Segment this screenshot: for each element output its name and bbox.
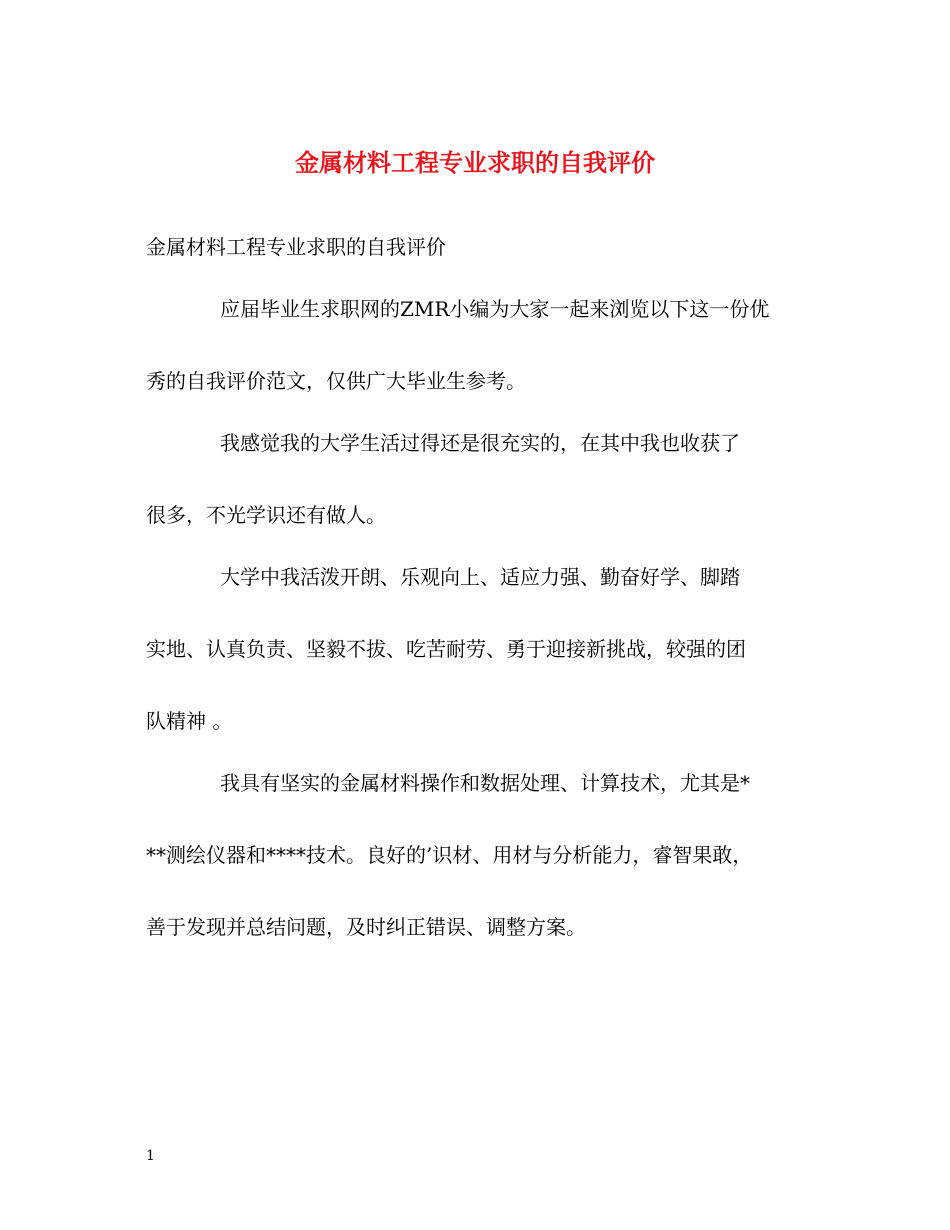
paragraph-3-line-1: 大学中我活泼开朗、乐观向上、适应力强、勤奋好学、脚踏 xyxy=(220,565,740,589)
paragraph-3-line-2: 实地、认真负责、坚毅不拔、吃苦耐劳、勇于迎接新挑战，较强的团 xyxy=(146,637,746,661)
paragraph-4-line-3: 善于发现并总结问题，及时纠正错误、调整方案。 xyxy=(146,915,586,939)
subtitle-line: 金属材料工程专业求职的自我评价 xyxy=(146,235,446,259)
page-number: 1 xyxy=(146,1148,155,1164)
paragraph-4-line-1: 我具有坚实的金属材料操作和数据处理、计算技术，尤其是* xyxy=(220,771,750,795)
paragraph-4-line-2: **测绘仪器和****技术。良好的’识材、用材与分析能力，睿智果敢， xyxy=(146,843,753,867)
paragraph-2-line-2: 很多，不光学识还有做人。 xyxy=(146,503,386,527)
paragraph-1-line-2: 秀的自我评价范文，仅供广大毕业生参考。 xyxy=(146,369,526,393)
paragraph-2-line-1: 我感觉我的大学生活过得还是很充实的，在其中我也收获了 xyxy=(220,431,740,455)
paragraph-1-line-1: 应届毕业生求职网的ZMR小编为大家一起来浏览以下这一份优 xyxy=(220,297,770,321)
paragraph-3-line-3: 队精神 。 xyxy=(146,709,233,733)
document-title: 金属材料工程专业求职的自我评价 xyxy=(295,148,655,177)
